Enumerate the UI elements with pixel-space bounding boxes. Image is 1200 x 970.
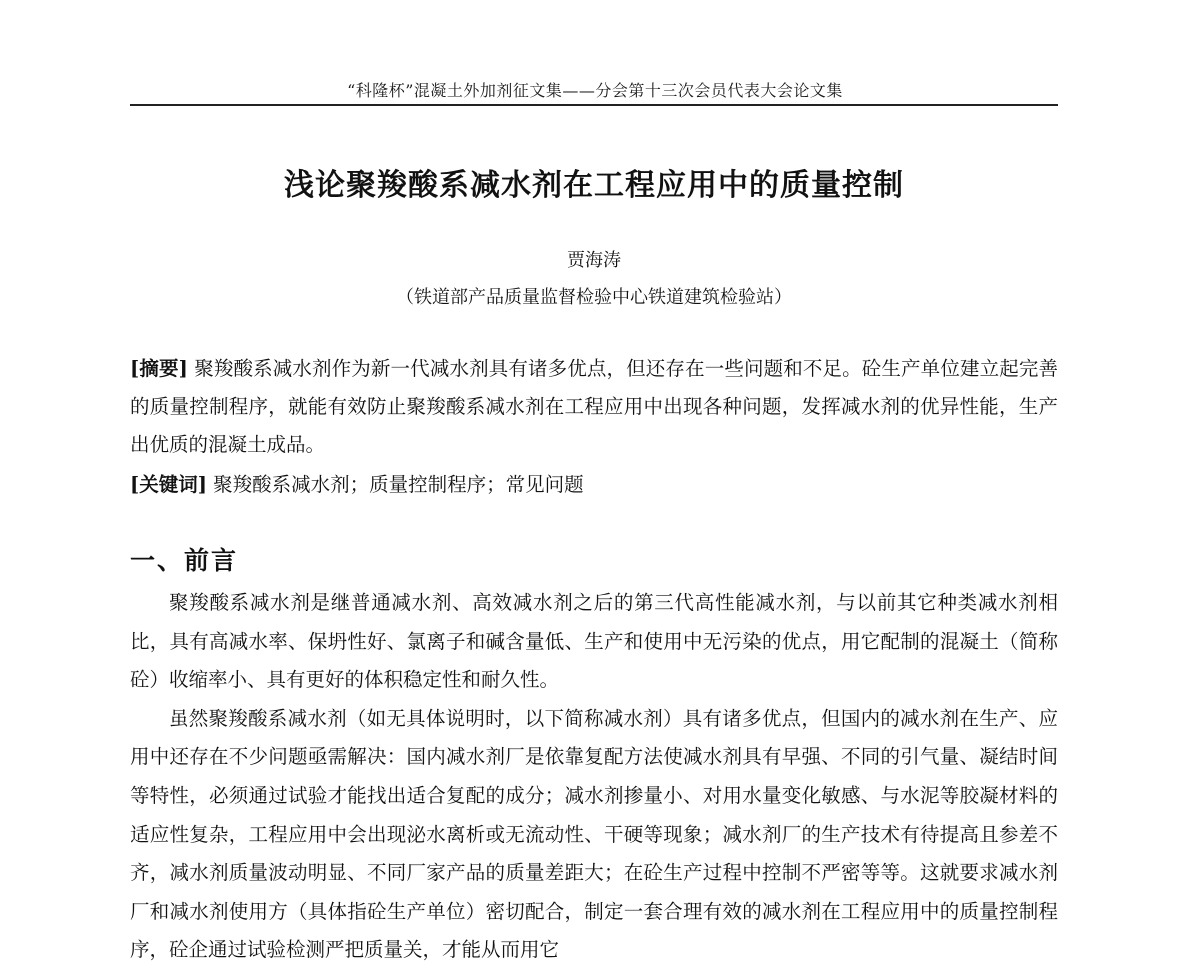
header-rule bbox=[130, 104, 1058, 106]
keywords-text: 聚羧酸系减水剂；质量控制程序；常见问题 bbox=[206, 473, 584, 496]
body-paragraph: 聚羧酸系减水剂是继普通减水剂、高效减水剂之后的第三代高性能减水剂，与以前其它种类减水剂相比，具有高减水率、保坍性好、氯离子和碱含量低、生产和使用中无污染的优点，用它配制的混凝土（简称砼）收缩率小、具有更好的体积稳定性和耐久性。 bbox=[130, 591, 1058, 692]
section-heading-introduction: 一、前言 bbox=[130, 546, 239, 575]
running-head: “科隆杯”混凝土外加剂征文集——分会第十三次会员代表大会论文集 bbox=[347, 81, 843, 100]
abstract-label: [摘要] bbox=[130, 357, 188, 380]
paper-title: 浅论聚羧酸系减水剂在工程应用中的质量控制 bbox=[284, 168, 904, 203]
author-affiliation: （铁道部产品质量监督检验中心铁道建筑检验站） bbox=[396, 287, 792, 308]
author-name: 贾海涛 bbox=[567, 250, 621, 271]
abstract-text: 聚羧酸系减水剂作为新一代减水剂具有诸多优点，但还存在一些问题和不足。砼生产单位建立起完善的质量控制程序，就能有效防止聚羧酸系减水剂在工程应用中出现各种问题，发挥减水剂的优异性能，生产出优质的混凝土成品。 bbox=[130, 357, 1058, 456]
keywords-label: [关键词] bbox=[130, 473, 207, 496]
keywords bbox=[130, 466, 1058, 504]
section-body bbox=[130, 584, 1058, 970]
body-paragraph: 虽然聚羧酸系减水剂（如无具体说明时，以下简称减水剂）具有诸多优点，但国内的减水剂在生产、应用中还存在不少问题亟需解决：国内减水剂厂是依靠复配方法使减水剂具有早强、不同的引气量、凝结时间等特性，必须通过试验才能找出适合复配的成分；减水剂掺量小、对用水量变化敏感、与水泥等胶凝材料的适应性复杂，工程应用中会出现泌水离析或无流动性、干硬等现象；减水剂厂的生产技术有待提高且参差不齐，减水剂质量波动明显、不同厂家产品的质量差距大；在砼生产过程中控制不严密等等。这就要求减水剂厂和减水剂使用方（具体指砼生产单位）密切配合，制定一套合理有效的减水剂在工程应用中的质量控制程序，砼企通过试验检测严把质量关，才能从而用它 bbox=[130, 706, 1058, 962]
abstract bbox=[130, 350, 1058, 464]
